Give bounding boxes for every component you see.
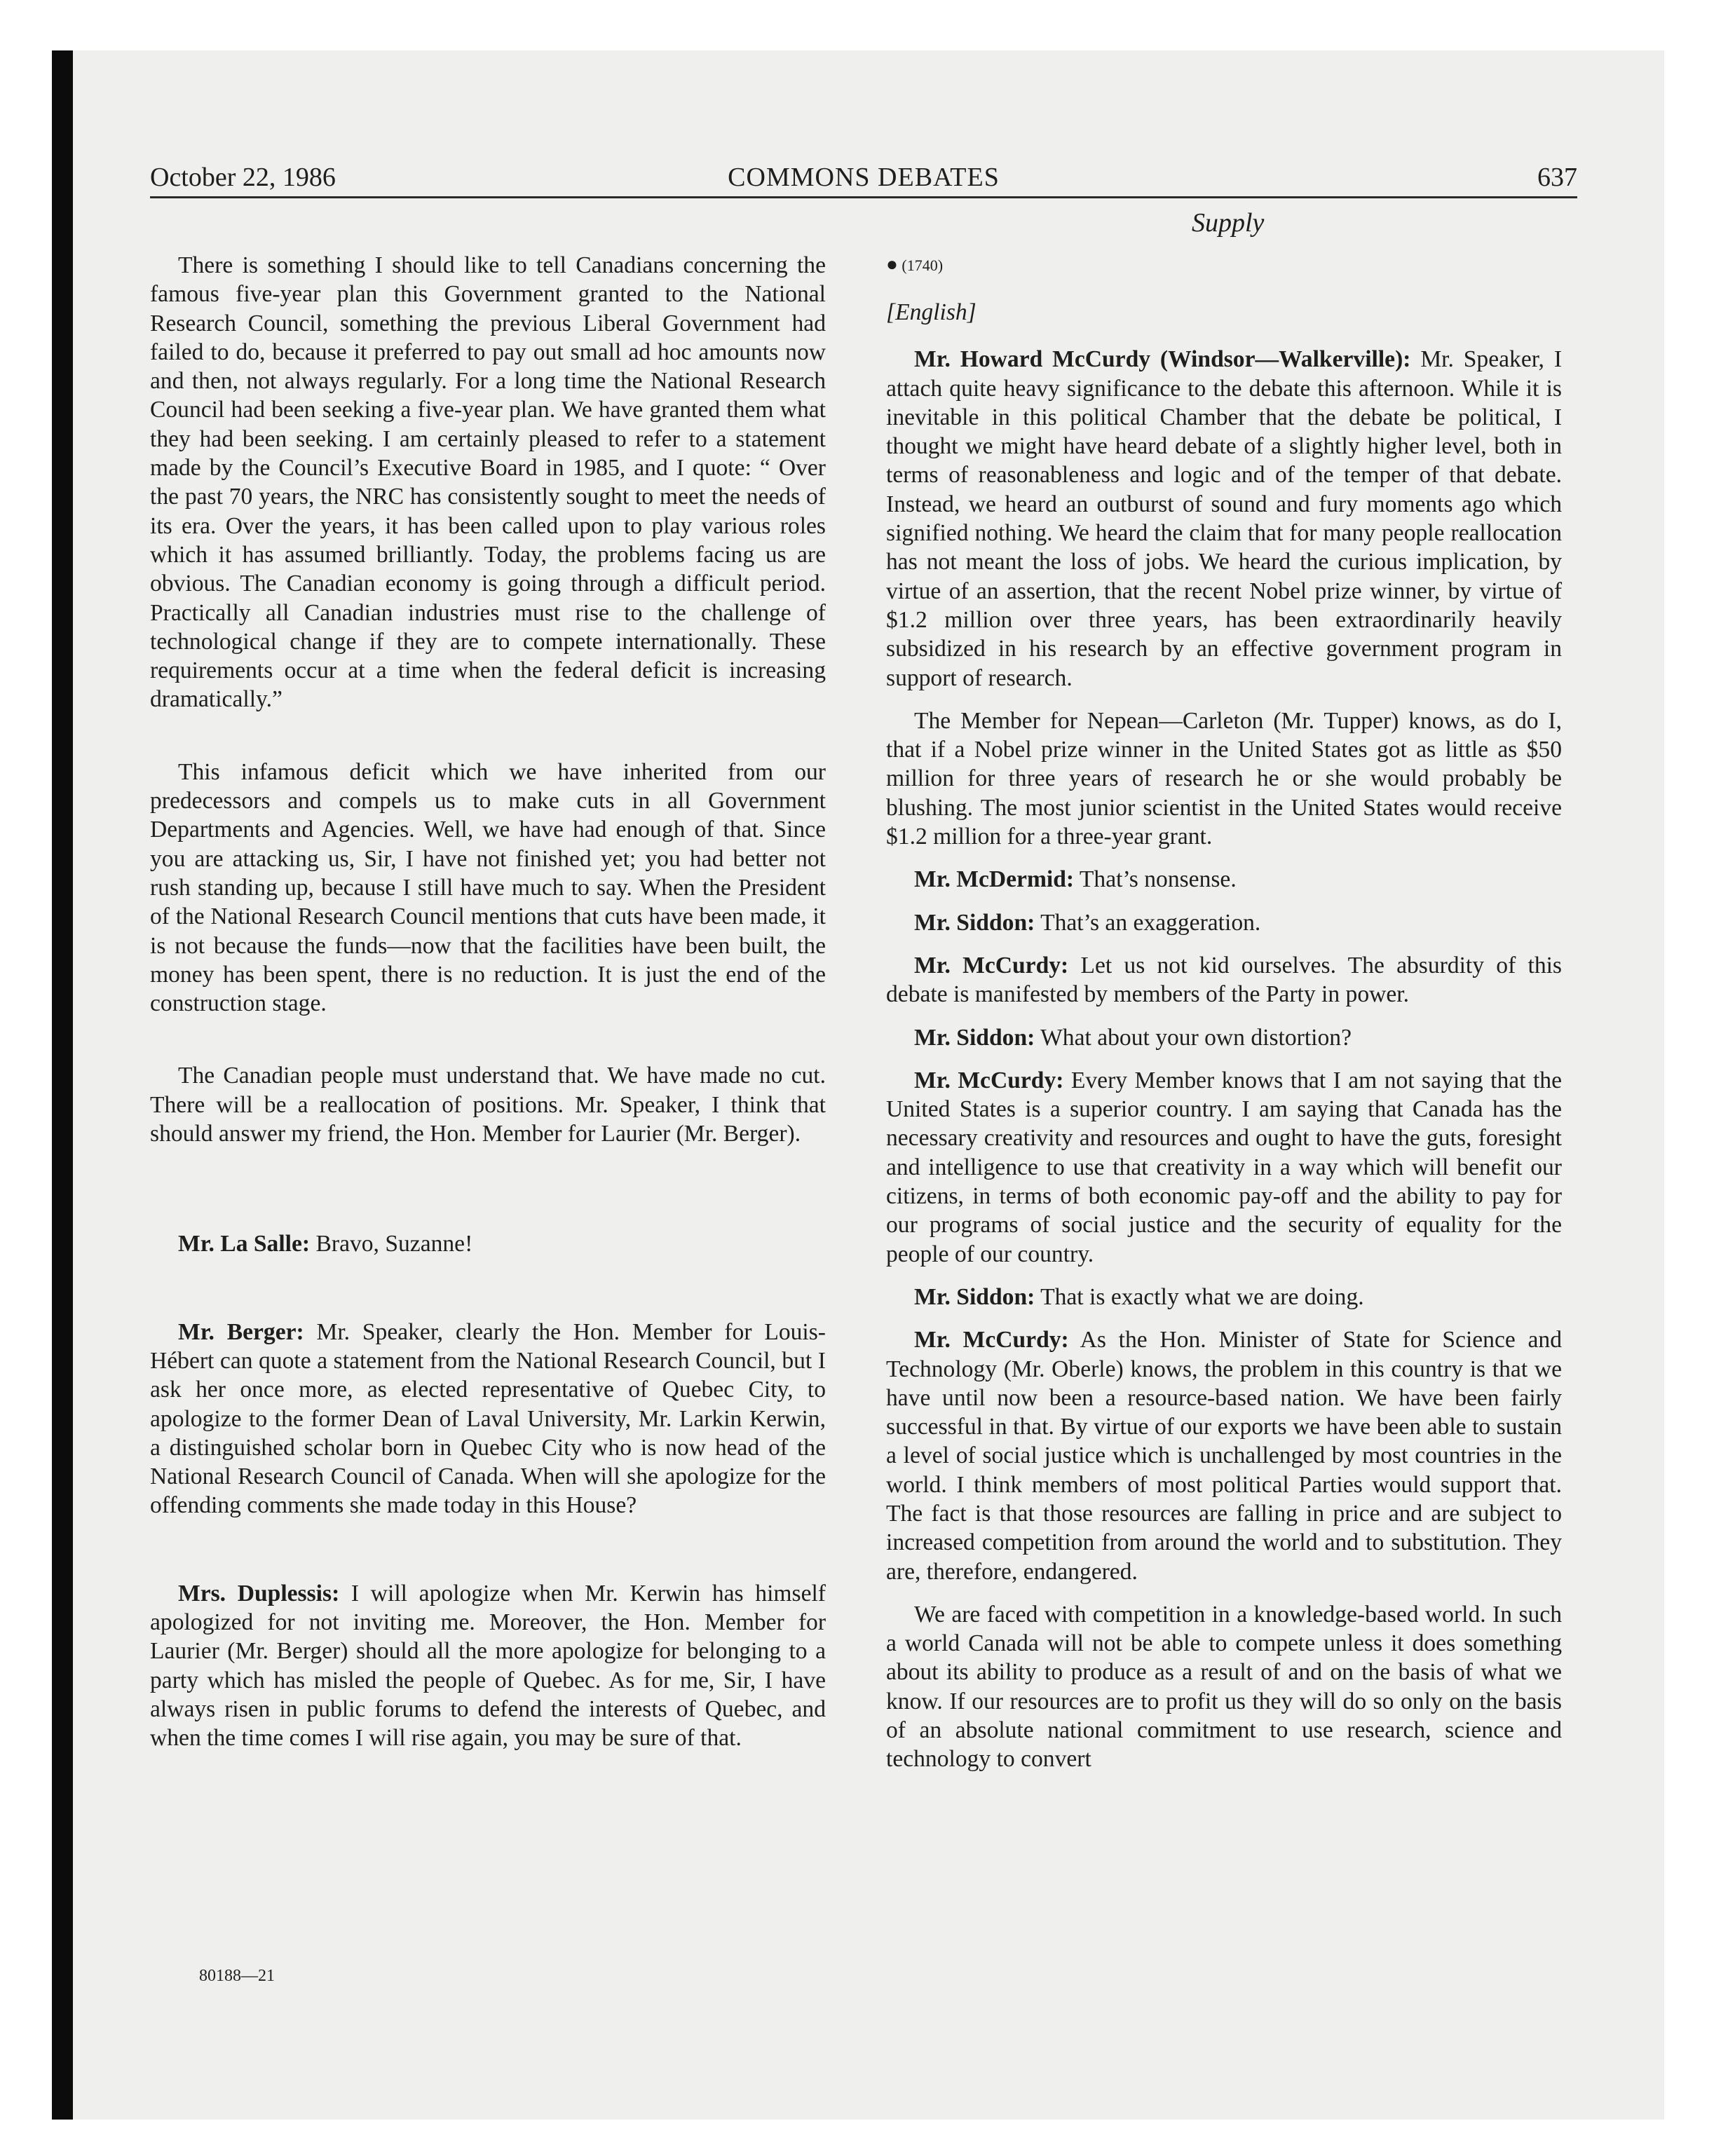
speaker-name: Mr. Siddon: — [914, 909, 1035, 936]
paragraph: We are faced with competition in a knowledge-based world. In such a world Canada will not be able to compete unless it does something about its ability to produce as a result of and on the basis of what we know. If our resources are to profit us they will do so only on the basis of an absolute national commitment to use research, science and technology to convert — [886, 1601, 1562, 1773]
speech-text: Every Member knows that I am not saying that the United States is a superior country. I am saying that Canada has the necessary creativity and resources and ought to have the guts, foresight and intelligence to use that creativity in a way which will benefit our citizens, in terms of both economic pay-off and the ability to pay for our programs of social justice and the security of equality for the people of our country. — [886, 1067, 1562, 1267]
speech-text: Let us not kid ourselves. The absurdity of this debate is manifested by members of the Party in power. — [886, 952, 1562, 1008]
paragraph: There is something I should like to tell Canadians concerning the famous five-year plan this Government granted to the National Research Council, something the previous Liberal Government had failed to do, because it preferred to pay out small ad hoc amounts now and then, not always regularly. For a long time the National Research Council had been seeking a five-year plan. We have granted them what they had been seeking. I am certainly pleased to refer to a statement made by the Council’s Executive Board in 1985, and I quote: “ Over the past 70 years, the NRC has consistently sought to meet the needs of its era. Over the years, it has been called upon to play various roles which it has assumed brilliantly. Today, the problems facing us are obvious. The Canadian economy is going through a difficult period. Practically all Canadian industries must rise to the challenge of technological change if they are to compete internationally. These requirements occur at a time when the federal deficit is increasing dramatically.” — [150, 252, 826, 713]
speech-text: What about your own distortion? — [1035, 1024, 1352, 1051]
right-column — [886, 251, 1562, 1774]
speech — [150, 1318, 826, 1520]
speech-text: That’s an exaggeration. — [1035, 909, 1261, 936]
bullet-icon: ● — [886, 254, 898, 275]
page-header — [150, 158, 1577, 198]
speaker-name: Mr. McCurdy: — [914, 1327, 1069, 1353]
speech — [886, 951, 1562, 1009]
speech-text: That is exactly what we are doing. — [1035, 1283, 1364, 1310]
footer-code: 80188—21 — [199, 1967, 275, 1985]
speaker-name: Mr. Berger: — [178, 1318, 304, 1345]
speech-text: Bravo, Suzanne! — [310, 1231, 473, 1257]
speech-text: As the Hon. Minister of State for Science and Technology (Mr. Oberle) knows, the problem in this country is that we have until now been a resource-based nation. We have been fairly successful in that. By virtue of our exports we have been able to sustain a level of social justice which is unchallenged by most countries in the world. I think members of most political Parties would support that. The fact is that those resources are falling in price and are subject to increased competition from around the world and to substitution. They are, therefore, endangered. — [886, 1327, 1562, 1585]
header-title: COMMONS DEBATES — [728, 163, 1000, 192]
speech — [886, 1066, 1562, 1269]
speech — [886, 1023, 1562, 1052]
speaker-name: Mr. McCurdy: — [914, 952, 1069, 978]
speaker-name: Mr. Siddon: — [914, 1283, 1035, 1310]
speech — [150, 1579, 826, 1753]
speech-text: That’s nonsense. — [1074, 866, 1237, 893]
speech-text: Mr. Speaker, clearly the Hon. Member for Louis-Hébert can quote a statement from the National Research Council, but I ask her once more, as elected representative of Quebec City, to apologize to the former Dean of Laval University, Mr. Larkin Kerwin, a distinguished scholar born in Quebec City who is now head of the National Research Council of Canada. When will she apologize for the offending comments she made today in this House? — [150, 1318, 826, 1519]
binding-edge — [52, 50, 73, 2120]
speech — [886, 1283, 1562, 1311]
paragraph: The Canadian people must understand that. We have made no cut. There will be a reallocation of positions. Mr. Speaker, I think that should answer my friend, the Hon. Member for Laurier (Mr. Berger). — [150, 1063, 826, 1147]
speaker-name: Mr. La Salle: — [178, 1231, 311, 1257]
language-tag: [English] — [886, 299, 977, 325]
speaker-name: Mr. Siddon: — [914, 1024, 1035, 1051]
time-stamp: (1740) — [901, 257, 944, 274]
paragraph: The Member for Nepean—Carleton (Mr. Tupper) knows, as do I, that if a Nobel prize winner in the United States got as little as $50 million for three years of research he or she would probably be blushing. The most junior scientist in the United States would receive $1.2 million for a three-year grant. — [886, 707, 1562, 850]
speaker-name: Mrs. Duplessis: — [178, 1580, 340, 1606]
speech — [886, 345, 1562, 692]
header-date: October 22, 1986 — [150, 163, 336, 192]
section-title: Supply — [1192, 208, 1265, 238]
speech-text: Mr. Speaker, I attach quite heavy significance to the debate this afternoon. While it is inevitable in this political Chamber that the debate be political, I thought we might have heard debate of a slightly higher level, both in terms of reasonableness and logic and of the temper of that debate. Instead, we heard an outburst of sound and fury moments ago which signified nothing. We heard the claim that for many people reallocation has not meant the loss of jobs. We heard the curious implication, by virtue of an assertion, that the recent Nobel prize winner, by virtue of $1.2 million over three years, has been extraordinarily heavily subsidized in his research by an effective government program in support of research. — [886, 346, 1562, 691]
speech — [886, 908, 1562, 937]
speech-text: I will apologize when Mr. Kerwin has himself apologized for not inviting me. Moreover, the Hon. Member for Laurier (Mr. Berger) should all the more apologize for belonging to a party which has misled the people of Quebec. As for me, Sir, I have always risen in public forums to defend the interests of Quebec, and when the time comes I will rise again, you may be sure of that. — [150, 1580, 826, 1752]
left-column — [150, 251, 826, 1752]
speech — [886, 865, 1562, 894]
paragraph: This infamous deficit which we have inherited from our predecessors and compels us to make cuts in all Government Departments and Agencies. Well, we have had enough of that. Since you are attacking us, Sir, I have not finished yet; you had better not rush standing up, because I still have much to say. When the President of the National Research Council mentions that cuts have been made, it is not because the funds—now that the facilities have been built, the money has been spent, there is no reduction. It is just the end of the construction stage. — [150, 758, 826, 1017]
speaker-name: Mr. Howard McCurdy (Windsor—Walkerville): — [914, 346, 1411, 373]
time-marker — [886, 251, 1562, 280]
speech — [150, 1229, 826, 1258]
speaker-name: Mr. McDermid: — [914, 866, 1075, 893]
speaker-name: Mr. McCurdy: — [914, 1067, 1064, 1093]
speech — [886, 1325, 1562, 1586]
header-page-number: 637 — [1537, 163, 1577, 192]
